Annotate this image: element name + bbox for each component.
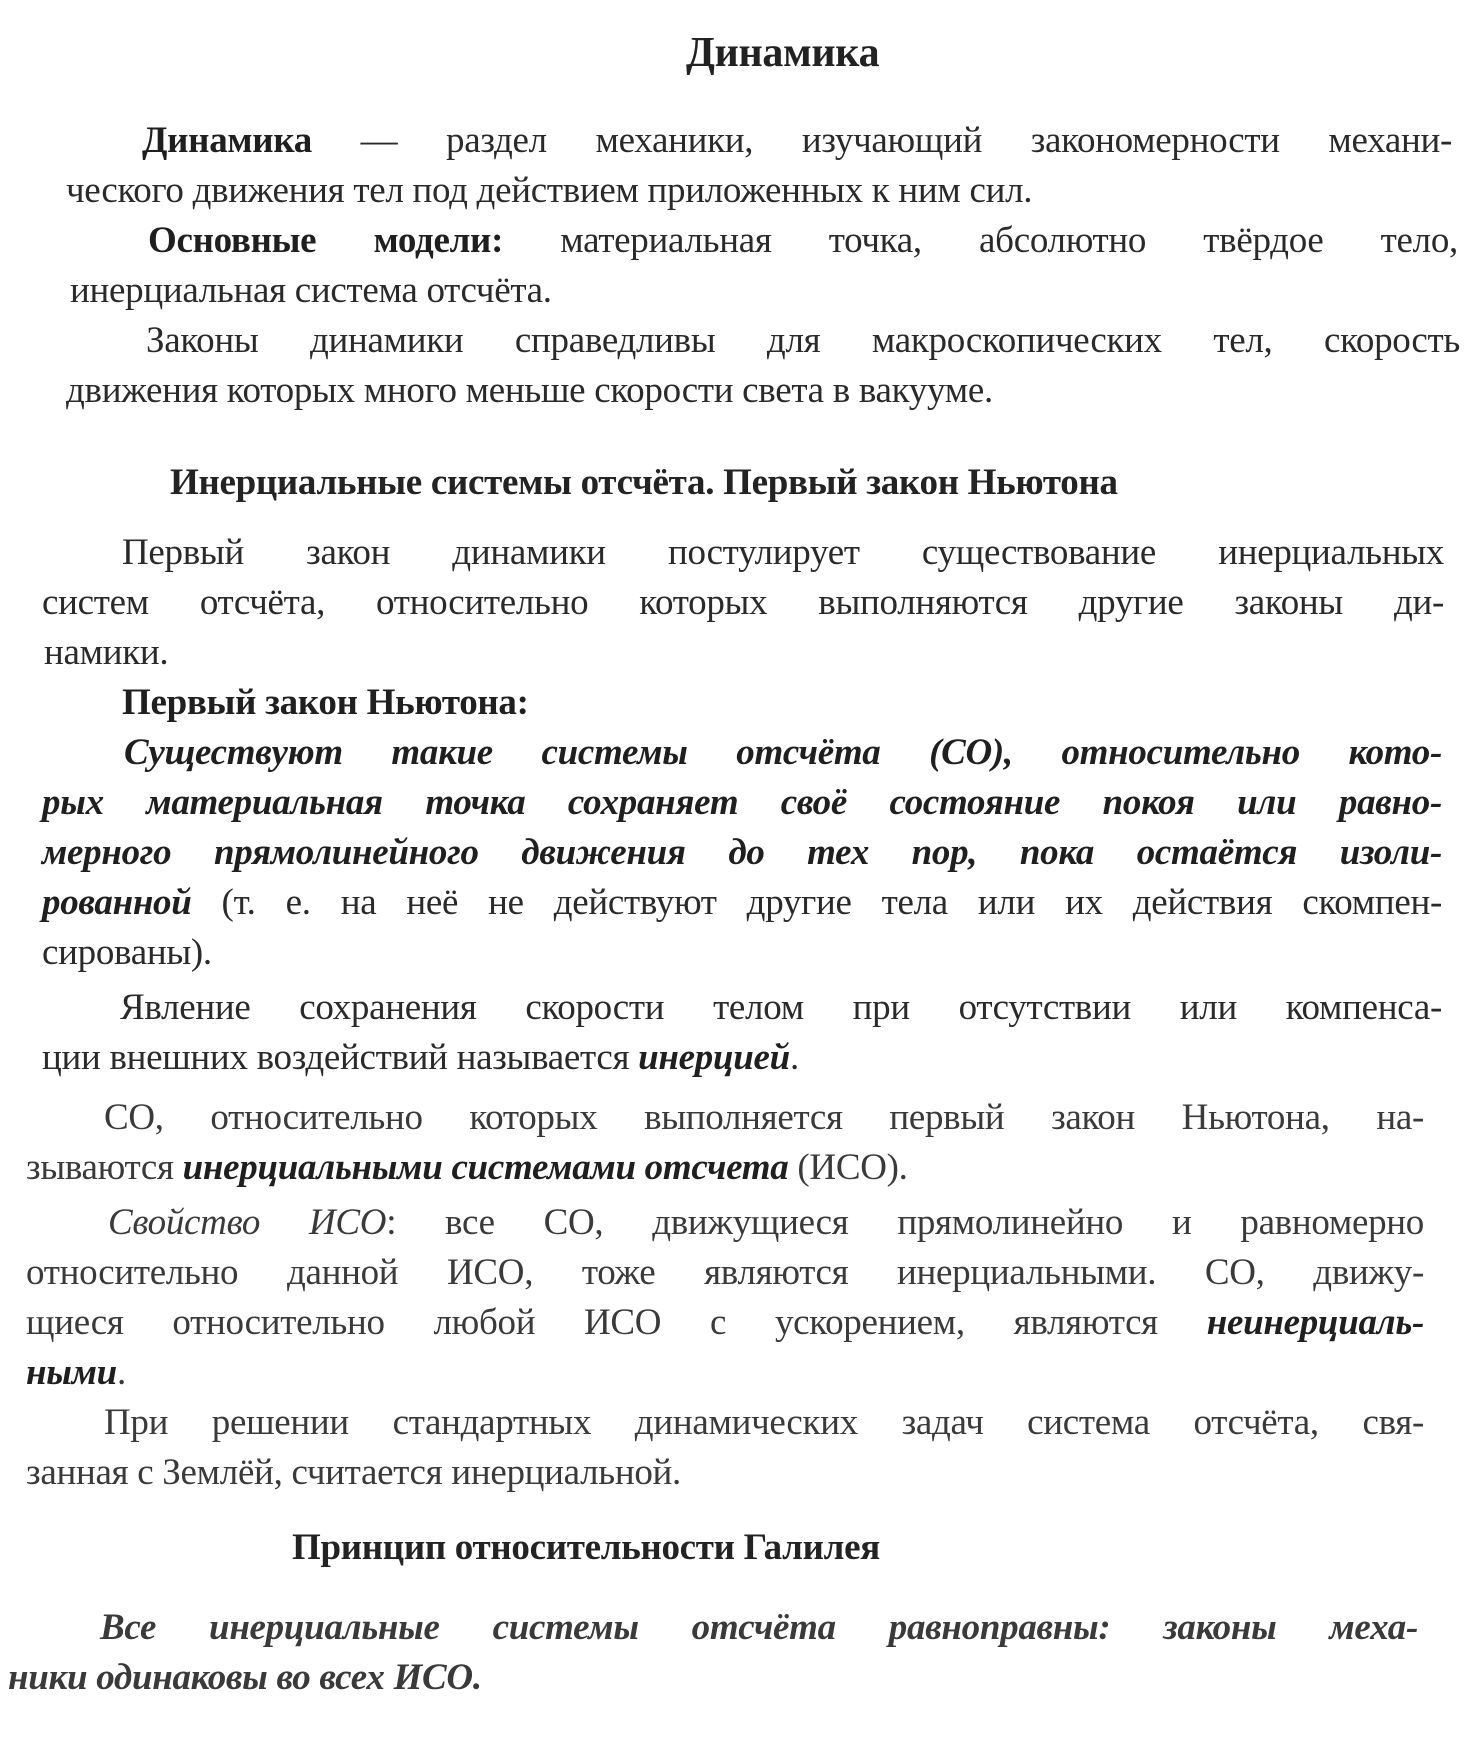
intro-p2-line2: инерциальная система отсчёта. bbox=[70, 270, 552, 311]
term-inertial-frames: инерциальными системами отсчета bbox=[182, 1147, 789, 1188]
term-noninertial-end: ными bbox=[26, 1352, 117, 1393]
s1-p1-line3: намики. bbox=[44, 632, 169, 673]
first-law-note: (т. е. на неё не действуют другие тела или их действия скомпен- bbox=[191, 882, 1442, 923]
first-law-line1: Существуют такие системы отсчёта (СО), относительно кото- bbox=[124, 732, 1442, 773]
first-law-line4 bbox=[42, 880, 1442, 926]
intro-p1-line1 bbox=[142, 118, 1452, 164]
iso-property-line4 bbox=[26, 1350, 126, 1396]
iso-property-line2: относительно данной ИСО, тоже являются инерциальными. СО, движу- bbox=[26, 1252, 1424, 1293]
iso-def-abbr: (ИСО). bbox=[788, 1147, 908, 1188]
iso-property-line1 bbox=[108, 1200, 1424, 1246]
earth-line1: При решении стандартных динамических задач система отсчёта, свя- bbox=[104, 1402, 1424, 1443]
inertia-line1: Явление сохранения скорости телом при отсутствии или компенса- bbox=[120, 987, 1442, 1028]
intro-p2-line1 bbox=[148, 218, 1458, 264]
intro-p3-line2: движения которых много меньше скорости света в вакууме. bbox=[66, 370, 993, 411]
term-dynamics: Динамика bbox=[142, 120, 312, 161]
inertia-period: . bbox=[789, 1037, 799, 1078]
inertia-line2 bbox=[42, 1035, 799, 1081]
iso-def-line2 bbox=[26, 1145, 908, 1191]
term-noninertial: неинерциаль- bbox=[1206, 1302, 1424, 1343]
iso-property-line3 bbox=[26, 1300, 1424, 1346]
first-law-line5: сированы). bbox=[42, 932, 212, 973]
earth-line2: занная с Землёй, считается инерциальной. bbox=[26, 1452, 681, 1493]
first-law-line2: рых материальная точка сохраняет своё состояние покоя или равно- bbox=[42, 782, 1442, 823]
inertia-text: ции внешних воздействий называется bbox=[42, 1037, 639, 1078]
intro-p3-line1: Законы динамики справедливы для макроскопических тел, скорость bbox=[146, 320, 1460, 361]
principle-line2: ники одинаковы во всех ИСО. bbox=[8, 1657, 482, 1698]
term-inertia: инерцией bbox=[638, 1037, 790, 1078]
iso-def-line1: СО, относительно которых выполняется первый закон Ньютона, на- bbox=[104, 1097, 1424, 1138]
iso-property-text: : все СО, движущиеся прямолинейно и равномерно bbox=[386, 1202, 1424, 1243]
s1-p1-line2: систем отсчёта, относительно которых выполняются другие законы ди- bbox=[42, 582, 1444, 623]
first-law-heading: Первый закон Ньютона: bbox=[122, 682, 529, 723]
s1-p1-line1: Первый закон динамики постулирует существование инерциальных bbox=[122, 532, 1444, 573]
section-heading-galilean-relativity: Принцип относительности Галилея bbox=[292, 1527, 880, 1568]
principle-line1: Все инерциальные системы отсчёта равноправны: законы меха- bbox=[100, 1607, 1418, 1648]
first-law-isolated: рованной bbox=[42, 882, 192, 923]
intro-p1-line2: ческого движения тел под действием приложенных к ним сил. bbox=[66, 170, 1033, 211]
section-heading-inertial-frames: Инерциальные системы отсчёта. Первый закон Ньютона bbox=[170, 462, 1118, 503]
intro-p1-text: — раздел механики, изучающий закономерности механи- bbox=[311, 120, 1452, 161]
page-title: Динамика bbox=[686, 30, 880, 76]
first-law-line3: мерного прямолинейного движения до тех пор, пока остаётся изоли- bbox=[42, 832, 1442, 873]
iso-property-label: Свойство ИСО bbox=[108, 1202, 387, 1243]
intro-p2-text: материальная точка, абсолютно твёрдое тело, bbox=[503, 220, 1458, 261]
iso-property-period: . bbox=[116, 1352, 126, 1393]
iso-def-text: зываются bbox=[26, 1147, 183, 1188]
iso-property-text2: щиеся относительно любой ИСО с ускорением, являются bbox=[26, 1302, 1207, 1343]
term-basic-models: Основные модели: bbox=[148, 220, 504, 261]
